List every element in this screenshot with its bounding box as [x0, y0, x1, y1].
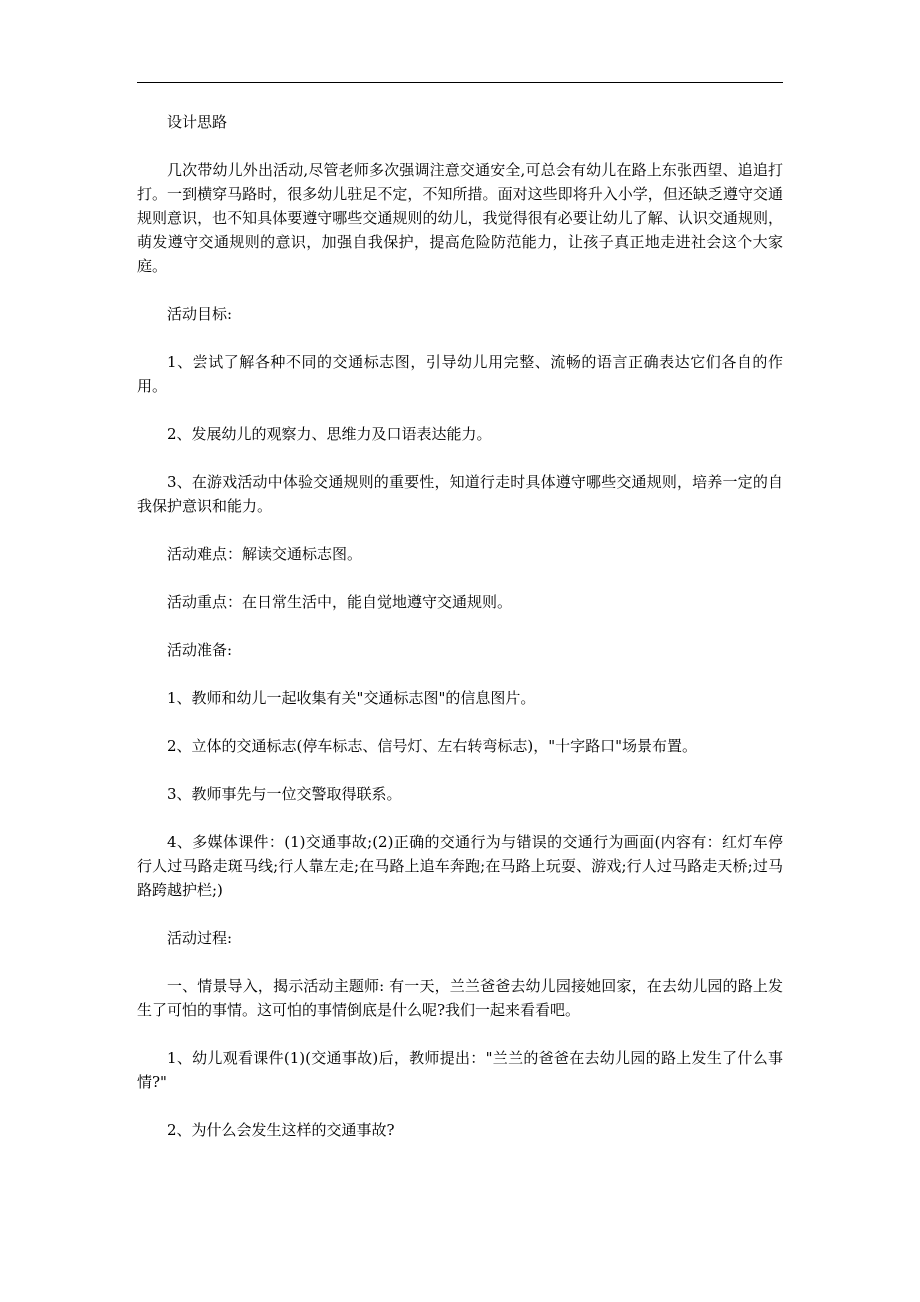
paragraph-process-step-2: 2、为什么会发生这样的交通事故?: [167, 1121, 395, 1139]
paragraph-goal-2: 2、发展幼儿的观察力、思维力及口语表达能力。: [167, 425, 492, 443]
document-body: [137, 110, 783, 1166]
paragraph-preparation-heading: 活动准备:: [167, 641, 233, 659]
paragraph-design-idea: 几次带幼儿外出活动,尽管老师多次强调注意交通安全,可总会有幼儿在路上东张西望、追追打打。一到横穿马路时，很多幼儿驻足不定，不知所措。面对这些即将升入小学，但还缺乏遵守交通规则意识，也不知具体要遵守哪些交通规则的幼儿，我觉得很有必要让幼儿了解、认识交通规则，萌发遵守交通规则的意识，加强自我保护，提高危险防范能力，让孩子真正地走进社会这个大家庭。: [137, 161, 783, 275]
paragraph-goal-1: 1、尝试了解各种不同的交通标志图，引导幼儿用完整、流畅的语言正确表达它们各自的作用。: [137, 353, 783, 395]
paragraph-process-heading: 活动过程:: [167, 929, 233, 947]
paragraph-design-idea-heading: 设计思路: [167, 113, 228, 131]
paragraph-preparation-3: 3、教师事先与一位交警取得联系。: [167, 785, 402, 803]
paragraph-preparation-4: 4、多媒体课件：(1)交通事故;(2)正确的交通行为与错误的交通行为画面(内容有：红灯车停行人过马路走斑马线;行人靠左走;在马路上追车奔跑;在马路上玩耍、游戏;行人过马路走天桥;过马路跨越护栏;): [137, 833, 783, 899]
paragraph-difficulty: 活动难点：解读交通标志图。: [167, 545, 363, 563]
paragraph-process-intro: 一、情景导入，揭示活动主题师: 有一天，兰兰爸爸去幼儿园接她回家，在去幼儿园的路上发生了可怕的事情。这可怕的事情倒底是什么呢?我们一起来看看吧。: [137, 977, 783, 1019]
paragraph-focus: 活动重点：在日常生活中，能自觉地遵守交通规则。: [167, 593, 513, 611]
paragraph-preparation-2: 2、立体的交通标志(停车标志、信号灯、左右转弯标志)，"十字路口"场景布置。: [167, 737, 698, 755]
paragraph-preparation-1: 1、教师和幼儿一起收集有关"交通标志图"的信息图片。: [167, 689, 536, 707]
paragraph-process-step-1: 1、幼儿观看课件(1)(交通事故)后，教师提出："兰兰的爸爸在去幼儿园的路上发生了什么事情?": [137, 1049, 783, 1091]
paragraph-goal-3: 3、在游戏活动中体验交通规则的重要性，知道行走时具体遵守哪些交通规则，培养一定的自我保护意识和能力。: [137, 473, 783, 515]
paragraph-goals-heading: 活动目标:: [167, 305, 233, 323]
header-rule: [137, 82, 783, 83]
